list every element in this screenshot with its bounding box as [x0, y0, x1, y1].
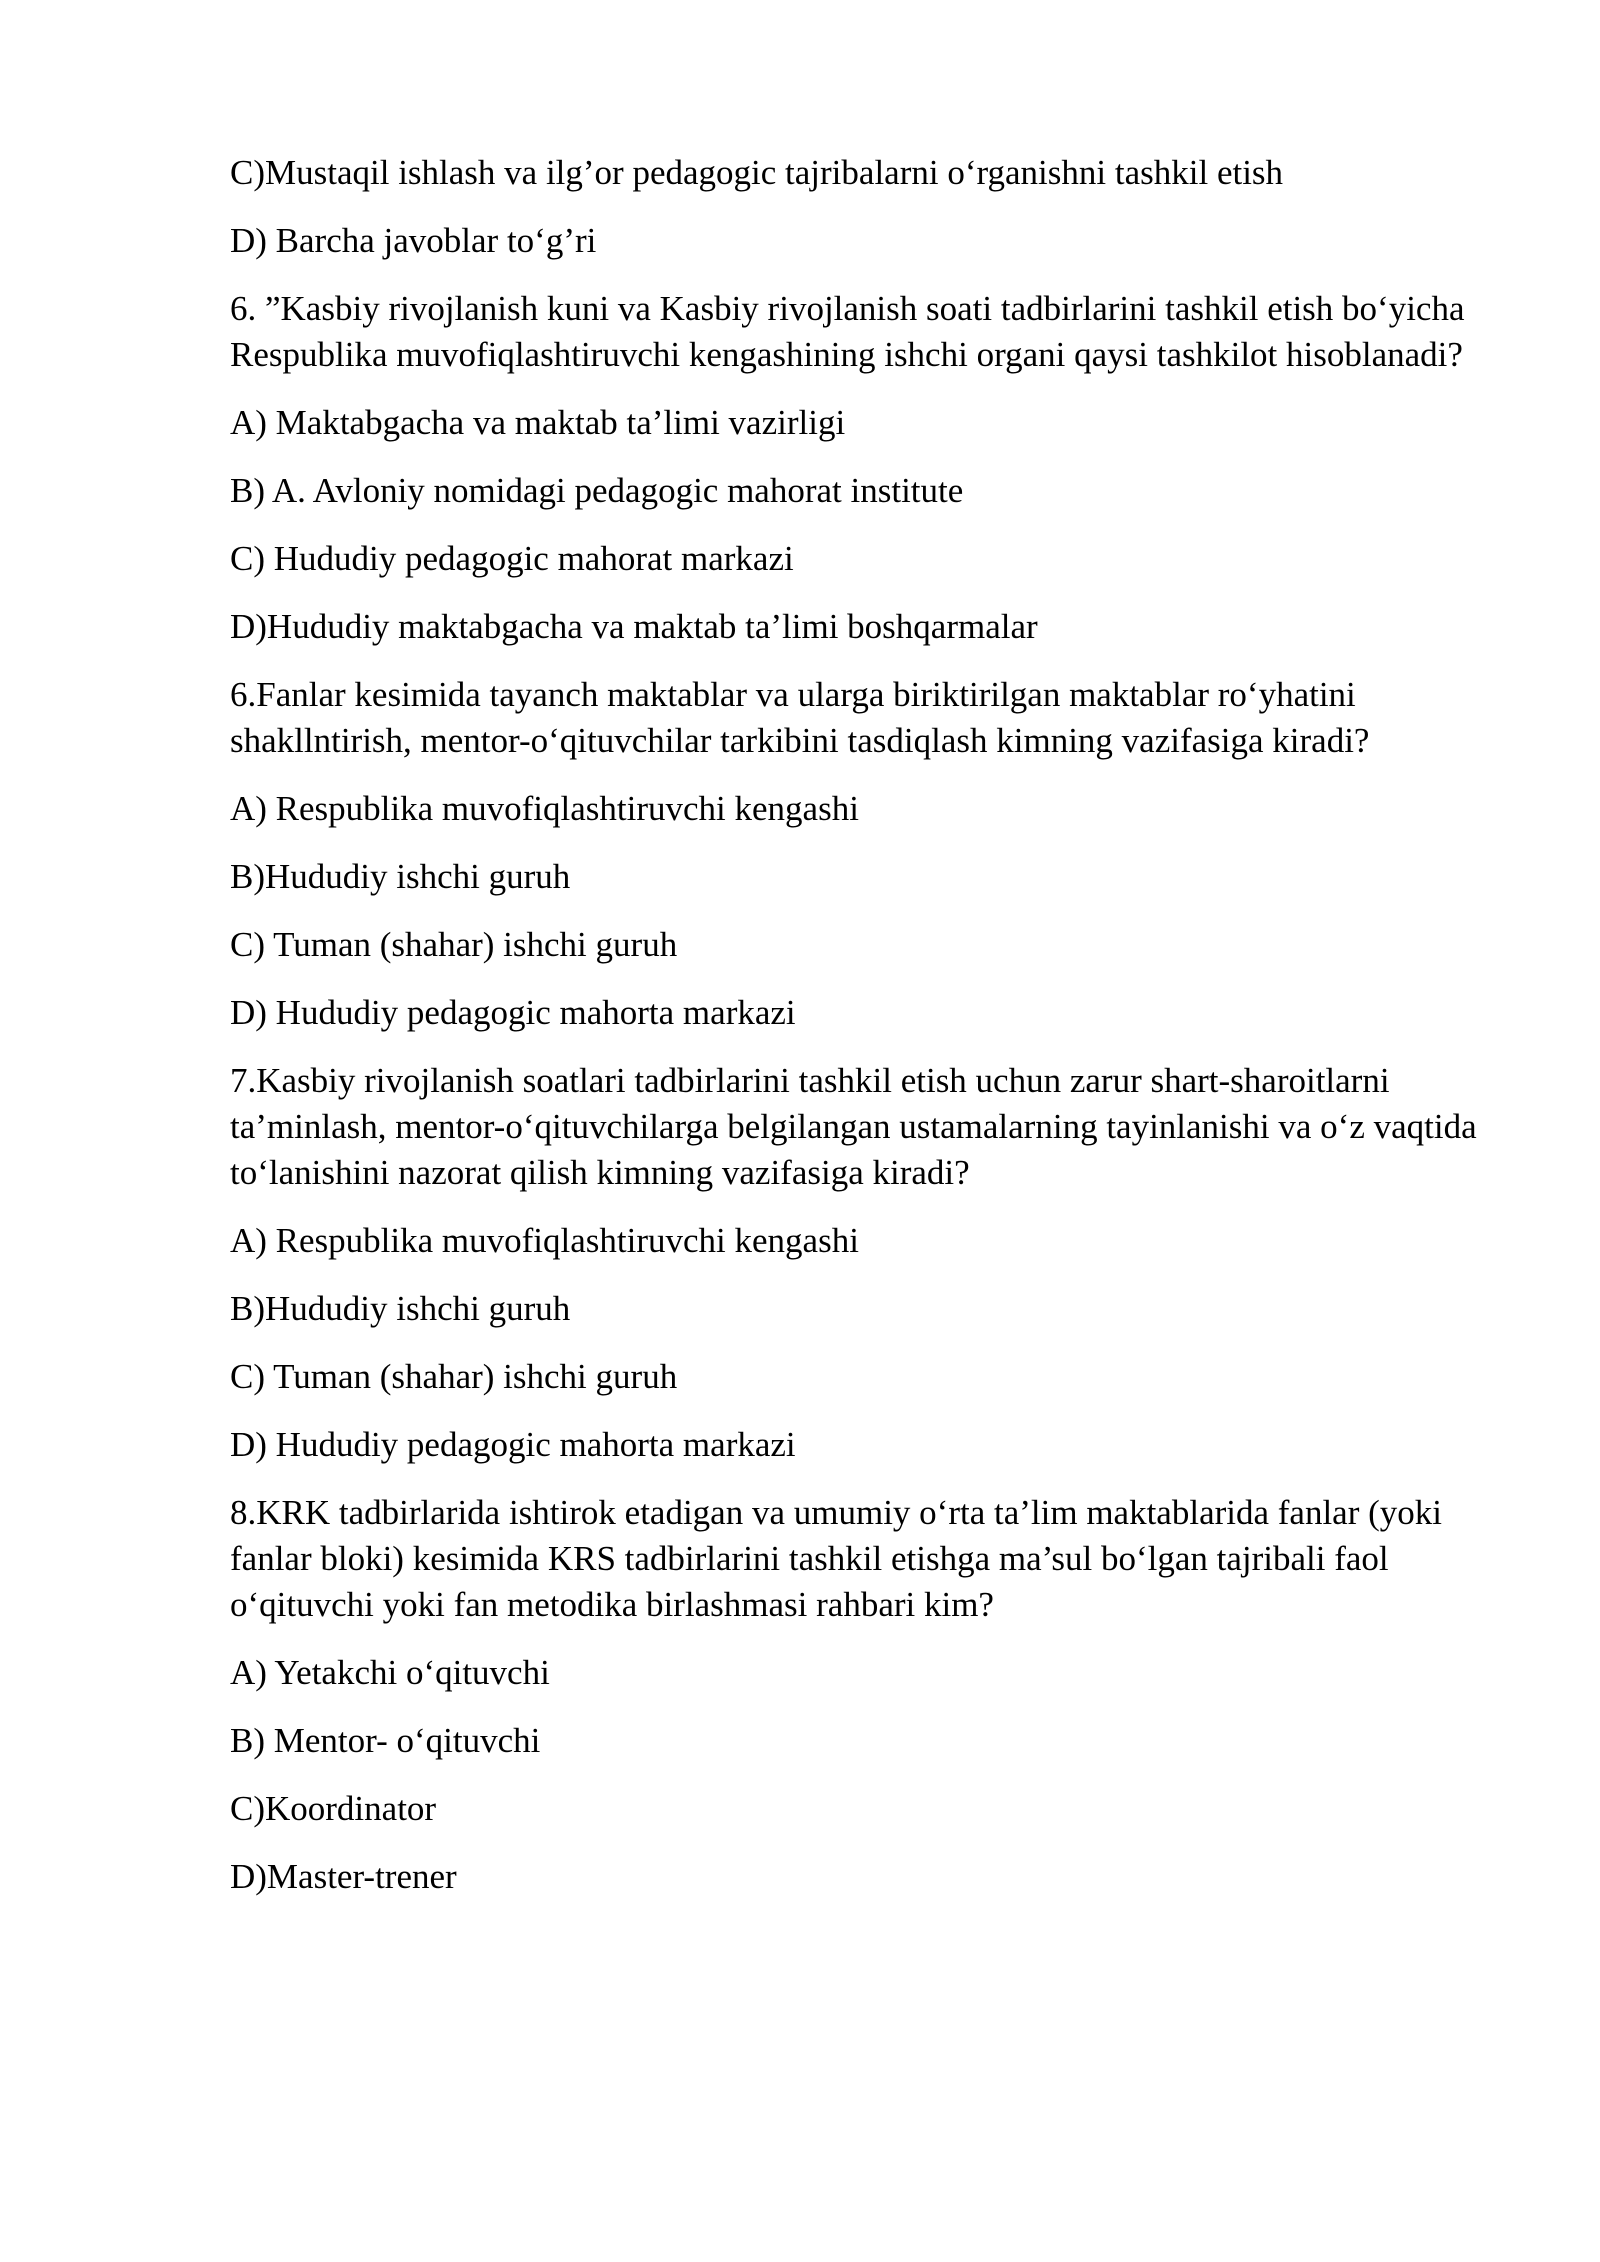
question-7: 7.Kasbiy rivojlanish soatlari tadbirlarini tashkil etish uchun zarur shart-sharoitlarni ta’minlash, mentor-o‘qituvchilarga belgilangan ustamalarning tayinlanishi va o‘z vaqtida to‘lanishini nazorat qilish kimning vazifasiga kiradi? [230, 1061, 1477, 1192]
answer-option-c: C)Koordinator [230, 1789, 437, 1828]
document-body [230, 150, 1500, 1922]
answer-option-d: D) Barcha javoblar to‘g’ri [230, 221, 597, 260]
answer-option-d: D) Hududiy pedagogic mahorta markazi [230, 993, 796, 1032]
answer-option-d: D) Hududiy pedagogic mahorta markazi [230, 1425, 796, 1464]
answer-option-a: A) Maktabgacha va maktab ta’limi vazirligi [230, 403, 846, 442]
answer-option-d: D)Master-trener [230, 1857, 457, 1896]
answer-option-a: A) Respublika muvofiqlashtiruvchi kengashi [230, 1221, 859, 1260]
answer-option-c: C) Tuman (shahar) ishchi guruh [230, 1357, 678, 1396]
answer-option-c: C) Hududiy pedagogic mahorat markazi [230, 539, 794, 578]
answer-option-d: D)Hududiy maktabgacha va maktab ta’limi boshqarmalar [230, 607, 1038, 646]
answer-option-b: B) A. Avloniy nomidagi pedagogic mahorat institute [230, 471, 964, 510]
question-6b: 6.Fanlar kesimida tayanch maktablar va ularga biriktirilgan maktablar ro‘yhatini shakllntirish, mentor-o‘qituvchilar tarkibini tasdiqlash kimning vazifasiga kiradi? [230, 675, 1370, 760]
question-6a: 6. ”Kasbiy rivojlanish kuni va Kasbiy rivojlanish soati tadbirlarini tashkil etish bo‘yicha Respublika muvofiqlashtiruvchi kengashining ishchi organi qaysi tashkilot hisoblanadi? [230, 289, 1465, 374]
answer-option-b: B)Hududiy ishchi guruh [230, 857, 571, 896]
answer-option-b: B) Mentor- o‘qituvchi [230, 1721, 541, 1760]
answer-option-b: B)Hududiy ishchi guruh [230, 1289, 571, 1328]
question-8: 8.KRK tadbirlarida ishtirok etadigan va umumiy o‘rta ta’lim maktablarida fanlar (yoki fanlar bloki) kesimida KRS tadbirlarini tashkil etishga ma’sul bo‘lgan tajribali faol o‘qituvchi yoki fan metodika birlashmasi rahbari kim? [230, 1493, 1442, 1624]
answer-option-c: C)Mustaqil ishlash va ilg’or pedagogic tajribalarni o‘rganishni tashkil etish [230, 153, 1284, 192]
answer-option-a: A) Respublika muvofiqlashtiruvchi kengashi [230, 789, 859, 828]
answer-option-c: C) Tuman (shahar) ishchi guruh [230, 925, 678, 964]
answer-option-a: A) Yetakchi o‘qituvchi [230, 1653, 550, 1692]
